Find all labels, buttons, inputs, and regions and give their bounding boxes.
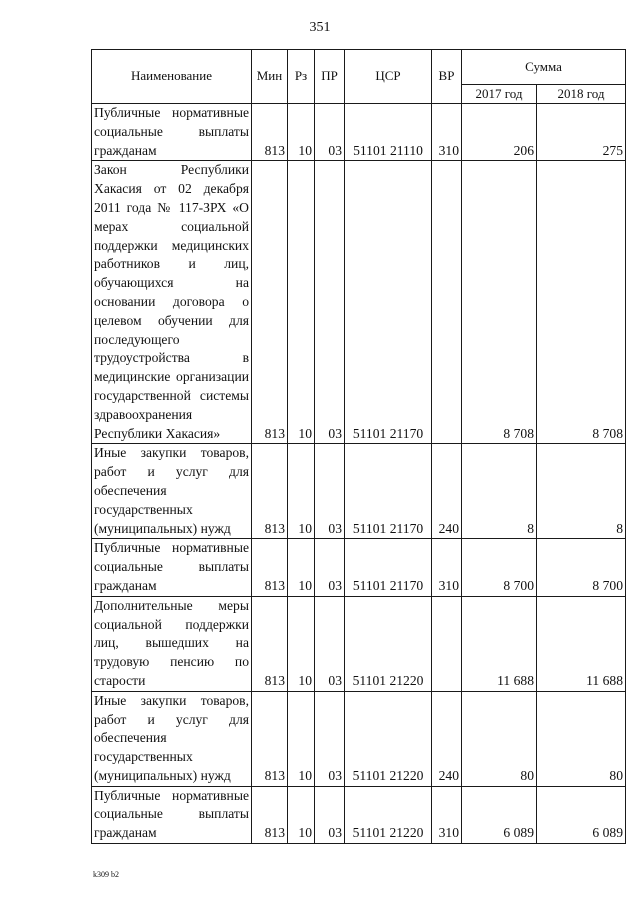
- table-row: [92, 786, 626, 843]
- row-min: 813: [252, 444, 288, 539]
- budget-table: [91, 49, 626, 844]
- row-rz: 10: [288, 786, 315, 843]
- table-header: [92, 50, 626, 104]
- page-number: 351: [309, 20, 331, 35]
- row-name: Иные закупки товаров, работ и услуг для обеспечения государственных (муниципальных) нужд: [92, 444, 252, 539]
- row-min: 813: [252, 596, 288, 691]
- table-row: [92, 444, 626, 539]
- header-csr: ЦСР: [345, 50, 432, 104]
- row-name: Дополнительные меры социальной поддержки лиц, вышедших на трудовую пенсию по старости: [92, 596, 252, 691]
- row-sum-2018: 80: [537, 691, 626, 786]
- row-min: 813: [252, 104, 288, 161]
- row-vr: 240: [432, 691, 462, 786]
- row-sum-2018: 8: [537, 444, 626, 539]
- row-pr: 03: [315, 104, 345, 161]
- row-name: Иные закупки товаров, работ и услуг для обеспечения государственных (муниципальных) нужд: [92, 691, 252, 786]
- row-sum-2017: 8: [462, 444, 537, 539]
- row-name: Публичные нормативные социальные выплаты гражданам: [92, 786, 252, 843]
- row-sum-2018: 8 708: [537, 161, 626, 444]
- row-sum-2017: 80: [462, 691, 537, 786]
- row-rz: 10: [288, 691, 315, 786]
- row-min: 813: [252, 161, 288, 444]
- row-csr: 51101 21110: [345, 104, 432, 161]
- header-pr: ПР: [315, 50, 345, 104]
- row-min: 813: [252, 786, 288, 843]
- row-rz: 10: [288, 161, 315, 444]
- row-csr: 51101 21220: [345, 691, 432, 786]
- header-sum: Сумма: [462, 50, 626, 85]
- row-pr: 03: [315, 444, 345, 539]
- row-csr: 51101 21220: [345, 596, 432, 691]
- row-pr: 03: [315, 596, 345, 691]
- header-min: Мин: [252, 50, 288, 104]
- row-rz: 10: [288, 539, 315, 596]
- row-min: 813: [252, 539, 288, 596]
- row-pr: 03: [315, 786, 345, 843]
- row-sum-2017: 206: [462, 104, 537, 161]
- row-csr: 51101 21170: [345, 444, 432, 539]
- row-vr: 310: [432, 786, 462, 843]
- row-rz: 10: [288, 596, 315, 691]
- header-year-2018: 2018 год: [537, 85, 626, 104]
- row-sum-2018: 8 700: [537, 539, 626, 596]
- row-vr: [432, 161, 462, 444]
- row-sum-2017: 11 688: [462, 596, 537, 691]
- header-vr: ВР: [432, 50, 462, 104]
- table-row: [92, 104, 626, 161]
- table-row: [92, 596, 626, 691]
- table-row: [92, 691, 626, 786]
- footer-code: k309 b2: [93, 870, 119, 879]
- header-rz: Рз: [288, 50, 315, 104]
- header-year-2017: 2017 год: [462, 85, 537, 104]
- row-sum-2018: 6 089: [537, 786, 626, 843]
- row-vr: [432, 596, 462, 691]
- row-csr: 51101 21170: [345, 161, 432, 444]
- table-row: [92, 161, 626, 444]
- row-rz: 10: [288, 104, 315, 161]
- row-rz: 10: [288, 444, 315, 539]
- row-csr: 51101 21220: [345, 786, 432, 843]
- row-pr: 03: [315, 691, 345, 786]
- row-name: Публичные нормативные социальные выплаты гражданам: [92, 104, 252, 161]
- row-sum-2018: 11 688: [537, 596, 626, 691]
- row-min: 813: [252, 691, 288, 786]
- row-vr: 310: [432, 104, 462, 161]
- row-name: Закон Республики Хакасия от 02 декабря 2011 года № 117-ЗРХ «О мерах социальной поддержки медицинских работников и лиц, обучающихся на основании договора о целевом обучении для последующего трудоустройства в медицинские организации государственной системы здравоохранения Республики Хакасия»: [92, 161, 252, 444]
- row-sum-2018: 275: [537, 104, 626, 161]
- row-sum-2017: 8 700: [462, 539, 537, 596]
- table-row: [92, 539, 626, 596]
- row-pr: 03: [315, 161, 345, 444]
- row-pr: 03: [315, 539, 345, 596]
- row-vr: 310: [432, 539, 462, 596]
- row-name: Публичные нормативные социальные выплаты гражданам: [92, 539, 252, 596]
- table-body: [92, 104, 626, 844]
- row-sum-2017: 6 089: [462, 786, 537, 843]
- header-name: Наименование: [92, 50, 252, 104]
- row-csr: 51101 21170: [345, 539, 432, 596]
- row-sum-2017: 8 708: [462, 161, 537, 444]
- row-vr: 240: [432, 444, 462, 539]
